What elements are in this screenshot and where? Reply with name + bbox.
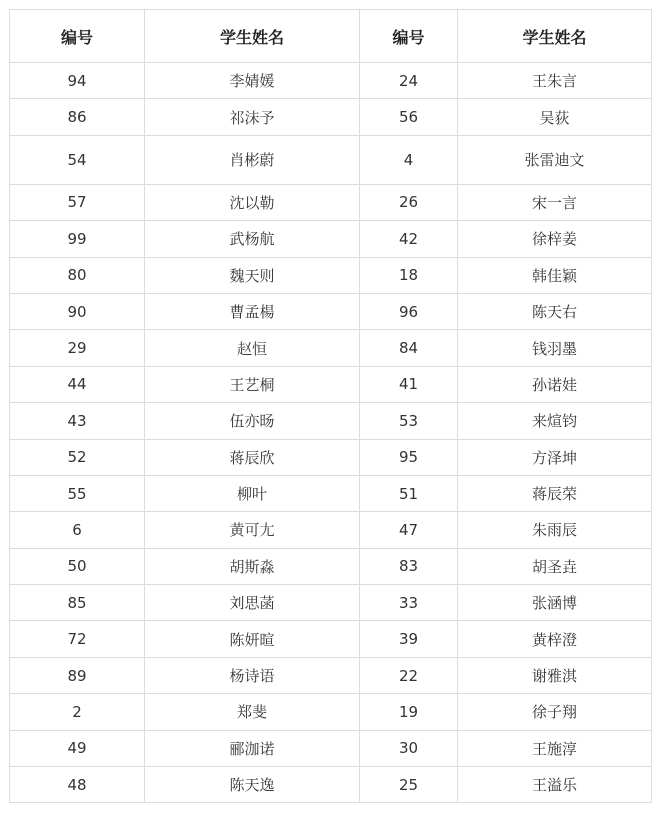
- cell-id-left: 54: [10, 135, 145, 184]
- cell-id-left: 6: [10, 512, 145, 548]
- cell-name-left: 黄可尢: [145, 512, 360, 548]
- cell-id-left: 49: [10, 730, 145, 766]
- table-row: [10, 184, 652, 220]
- cell-name-right: 陈天右: [458, 293, 652, 329]
- cell-name-right: 宋一言: [458, 184, 652, 220]
- cell-name-right: 徐子翔: [458, 694, 652, 730]
- table-row: [10, 221, 652, 257]
- cell-id-left: 57: [10, 184, 145, 220]
- table-row: [10, 585, 652, 621]
- cell-name-left: 柳叶: [145, 475, 360, 511]
- table-row: [10, 257, 652, 293]
- table-row: [10, 767, 652, 803]
- cell-id-right: 84: [360, 330, 458, 366]
- table-row: [10, 512, 652, 548]
- cell-name-left: 郦泇诺: [145, 730, 360, 766]
- cell-id-left: 44: [10, 366, 145, 402]
- cell-id-left: 80: [10, 257, 145, 293]
- cell-id-left: 50: [10, 548, 145, 584]
- cell-name-left: 祁沫予: [145, 99, 360, 135]
- cell-name-right: 方泽坤: [458, 439, 652, 475]
- cell-name-right: 张涵博: [458, 585, 652, 621]
- table-row: [10, 63, 652, 99]
- cell-name-right: 韩佳颖: [458, 257, 652, 293]
- table-row: [10, 621, 652, 657]
- cell-id-right: 24: [360, 63, 458, 99]
- table-row: [10, 730, 652, 766]
- cell-name-left: 蒋辰欣: [145, 439, 360, 475]
- cell-name-left: 陈天逸: [145, 767, 360, 803]
- cell-name-right: 徐梓姜: [458, 221, 652, 257]
- cell-id-left: 85: [10, 585, 145, 621]
- table-row: [10, 99, 652, 135]
- cell-id-right: 42: [360, 221, 458, 257]
- cell-id-right: 95: [360, 439, 458, 475]
- cell-name-left: 曹孟楊: [145, 293, 360, 329]
- table-row: [10, 694, 652, 730]
- cell-id-right: 26: [360, 184, 458, 220]
- cell-name-left: 肖彬蔚: [145, 135, 360, 184]
- cell-id-left: 94: [10, 63, 145, 99]
- cell-name-left: 武杨航: [145, 221, 360, 257]
- header-name-left: 学生姓名: [145, 10, 360, 63]
- cell-name-left: 赵恒: [145, 330, 360, 366]
- cell-id-left: 29: [10, 330, 145, 366]
- table-row: [10, 475, 652, 511]
- cell-id-right: 53: [360, 403, 458, 439]
- cell-name-right: 吴荻: [458, 99, 652, 135]
- cell-name-right: 黄梓澄: [458, 621, 652, 657]
- cell-id-right: 47: [360, 512, 458, 548]
- header-name-right: 学生姓名: [458, 10, 652, 63]
- cell-name-right: 蒋辰荣: [458, 475, 652, 511]
- cell-name-left: 李婧媛: [145, 63, 360, 99]
- cell-id-right: 33: [360, 585, 458, 621]
- table-row: [10, 403, 652, 439]
- table-row: [10, 293, 652, 329]
- cell-id-left: 52: [10, 439, 145, 475]
- cell-name-left: 杨诗语: [145, 657, 360, 693]
- cell-id-left: 43: [10, 403, 145, 439]
- header-id-left: 编号: [10, 10, 145, 63]
- header-id-right: 编号: [360, 10, 458, 63]
- cell-id-right: 18: [360, 257, 458, 293]
- cell-id-left: 48: [10, 767, 145, 803]
- student-table-container: [9, 9, 651, 803]
- cell-name-right: 王朱言: [458, 63, 652, 99]
- cell-id-right: 51: [360, 475, 458, 511]
- cell-id-right: 41: [360, 366, 458, 402]
- cell-name-left: 刘思菡: [145, 585, 360, 621]
- cell-id-right: 30: [360, 730, 458, 766]
- cell-name-right: 王施淳: [458, 730, 652, 766]
- table-row: [10, 135, 652, 184]
- cell-name-left: 胡斯淼: [145, 548, 360, 584]
- cell-name-right: 谢雅淇: [458, 657, 652, 693]
- cell-name-right: 胡圣垚: [458, 548, 652, 584]
- cell-id-left: 2: [10, 694, 145, 730]
- cell-id-left: 89: [10, 657, 145, 693]
- cell-name-right: 来煊钧: [458, 403, 652, 439]
- table-row: [10, 366, 652, 402]
- cell-name-left: 沈以勒: [145, 184, 360, 220]
- cell-id-left: 86: [10, 99, 145, 135]
- table-body: [10, 63, 652, 803]
- cell-id-right: 4: [360, 135, 458, 184]
- cell-id-right: 22: [360, 657, 458, 693]
- cell-id-left: 99: [10, 221, 145, 257]
- cell-name-right: 王溢乐: [458, 767, 652, 803]
- cell-id-left: 55: [10, 475, 145, 511]
- cell-name-left: 郑斐: [145, 694, 360, 730]
- cell-name-left: 王艺桐: [145, 366, 360, 402]
- cell-name-left: 魏天则: [145, 257, 360, 293]
- cell-id-right: 39: [360, 621, 458, 657]
- cell-id-right: 83: [360, 548, 458, 584]
- table-row: [10, 330, 652, 366]
- cell-id-right: 19: [360, 694, 458, 730]
- cell-name-right: 孙诺娃: [458, 366, 652, 402]
- table-row: [10, 548, 652, 584]
- cell-name-right: 张雷迪文: [458, 135, 652, 184]
- table-row: [10, 439, 652, 475]
- cell-id-right: 96: [360, 293, 458, 329]
- cell-name-right: 朱雨辰: [458, 512, 652, 548]
- student-table: [9, 9, 652, 803]
- cell-id-left: 90: [10, 293, 145, 329]
- cell-name-left: 陈妍暄: [145, 621, 360, 657]
- cell-name-right: 钱羽墨: [458, 330, 652, 366]
- table-row: [10, 657, 652, 693]
- cell-id-right: 25: [360, 767, 458, 803]
- table-header-row: [10, 10, 652, 63]
- cell-name-left: 伍亦旸: [145, 403, 360, 439]
- cell-id-left: 72: [10, 621, 145, 657]
- cell-id-right: 56: [360, 99, 458, 135]
